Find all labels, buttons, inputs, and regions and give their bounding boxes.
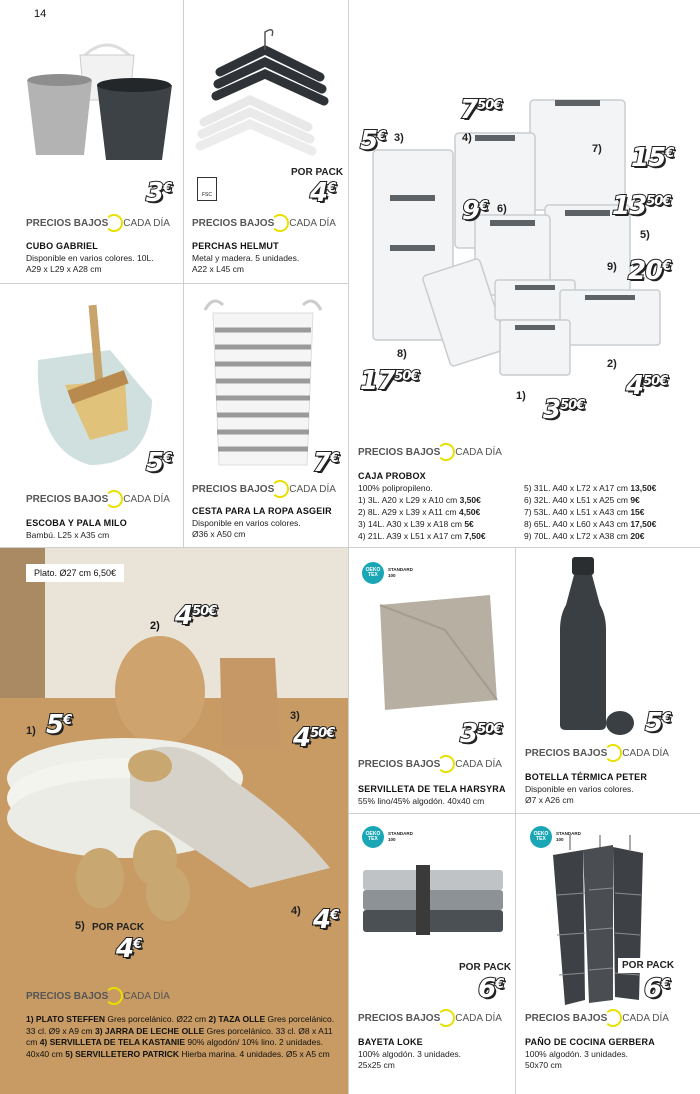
price-taza: $4^{50€}$: [175, 601, 217, 631]
tableware-photo: [0, 548, 348, 1094]
probox-spec: 5) 31L. A40 x L72 x A17 cm 13,50€: [524, 483, 657, 493]
price-probox-7: 15€: [631, 143, 674, 173]
probox-spec: 2) 8L. A29 x L39 x A11 cm 4,50€: [358, 507, 481, 517]
bottle-image: [550, 555, 650, 735]
label-probox-2: 2): [607, 358, 617, 370]
precios-bajos-badge: PRECIOS BAJOS CADA DÍA: [358, 443, 502, 461]
desc-pano-2: 50x70 cm: [525, 1060, 562, 1070]
precios-bajos-badge: PRECIOS BAJOS CADA DÍA: [525, 1009, 669, 1027]
napkin-image: [365, 590, 505, 720]
label-servilleta-kastanie: 4): [291, 905, 301, 917]
probox-spec: 8) 65L. A40 x L60 x A43 cm 17,50€: [524, 519, 657, 529]
price-botella: 5€: [645, 708, 671, 738]
title-bayeta: BAYETA LOKE: [358, 1037, 423, 1047]
desc-bayeta-1: 100% algodón. 3 unidades.: [358, 1049, 462, 1059]
label-probox-8: 8): [397, 348, 407, 360]
oeko-tex-logo: OEKO TEX STANDARD 100: [362, 826, 413, 848]
price-bayeta: 6€: [478, 974, 504, 1004]
price-cubo: 3€: [146, 178, 172, 208]
price-pano: 6€: [644, 974, 670, 1004]
desc-botella-1: Disponible en varios colores.: [525, 784, 634, 794]
bucket-image: [22, 30, 177, 165]
price-probox-1: $3^{50€}$: [543, 395, 585, 425]
title-pano: PAÑO DE COCINA GERBERA: [525, 1037, 655, 1047]
hangers-image: [190, 22, 340, 182]
price-probox-4: $7^{50€}$: [460, 95, 502, 125]
title-escoba: ESCOBA Y PALA MILO: [26, 518, 127, 528]
subtitle-probox: 100% polipropileno.: [358, 483, 433, 493]
label-probox-5: 5): [640, 229, 650, 241]
price-probox-6: 9€: [462, 196, 488, 226]
probox-spec: 6) 32L. A40 x L51 x A25 cm 9€: [524, 495, 640, 505]
precios-bajos-badge: PRECIOS BAJOS CADA DÍA: [26, 987, 170, 1005]
price-probox-3: 5€: [360, 126, 386, 156]
probox-spec: 7) 53L. A40 x L51 x A43 cm 15€: [524, 507, 645, 517]
price-servilleta-kastanie: 4€: [313, 905, 339, 935]
title-probox: CAJA PROBOX: [358, 471, 426, 481]
desc-servilleta-1: 55% lino/45% algodón. 40x40 cm: [358, 796, 485, 806]
desc-bayeta-2: 25x25 cm: [358, 1060, 395, 1070]
porpack-pano: POR PACK: [618, 958, 678, 973]
oeko-tex-logo: OEKO TEX STANDARD 100: [530, 826, 581, 848]
desc-perchas-1: Metal y madera. 5 unidades.: [192, 253, 300, 263]
desc-cubo-2: A29 x L29 x A28 cm: [26, 264, 102, 274]
precios-bajos-badge: PRECIOS BAJOS CADA DÍA: [358, 755, 502, 773]
kitchen-towels-image: [545, 835, 655, 1010]
oeko-tex-logo: OEKO TEX STANDARD 100: [362, 562, 413, 584]
label-jarra: 3): [290, 710, 300, 722]
probox-spec: 1) 3L. A20 x L29 x A10 cm 3,50€: [358, 495, 481, 505]
desc-cesta-1: Disponible en varios colores.: [192, 518, 301, 528]
porpack-bayeta: POR PACK: [459, 962, 512, 973]
chip-plato: Plato. Ø27 cm 6,50€: [26, 564, 124, 582]
precios-bajos-badge: PRECIOS BAJOS CADA DÍA: [26, 490, 170, 508]
price-probox-2: $4^{50€}$: [626, 371, 668, 401]
label-plato: 1): [26, 725, 36, 737]
porpack-perchas: POR PACK: [291, 167, 344, 178]
dishcloth-image: [358, 860, 508, 940]
label-taza: 2): [150, 620, 160, 632]
label-servilletero: 5): [75, 920, 85, 932]
title-servilleta: SERVILLETA DE TELA HARSYRA: [358, 784, 506, 794]
page-number: 14: [34, 8, 47, 20]
desc-perchas-2: A22 x L45 cm: [192, 264, 244, 274]
desc-cubo-1: Disponible en varios colores. 10L.: [26, 253, 154, 263]
tableware-description: 1) PLATO STEFFEN Gres porcelánico. Ø22 cm 2) TAZA OLLE Gres porcelánico. 33 cl. Ø9 x A9 cm 3) JARRA DE LECHE OLLE Gres porcelánico. 33 cl. Ø8 x A11 cm 4) SERVILLETA DE TELA KASTANIE 90% algodón/ 10% lino. 2 unidades. 40x40 cm 5) SERVILLETERO PATRICK Hierba marina. 4 unidades. Ø5 x A5 cm: [26, 1014, 335, 1059]
price-probox-8: $17^{50€}$: [360, 366, 419, 396]
price-plato: 5€: [46, 710, 72, 740]
desc-cesta-2: Ø36 x A50 cm: [192, 529, 246, 539]
dustpan-image: [30, 300, 160, 470]
precios-bajos-badge: PRECIOS BAJOS CADA DÍA: [192, 480, 336, 498]
price-cesta: 7€: [313, 448, 339, 478]
desc-pano-1: 100% algodón. 3 unidades.: [525, 1049, 629, 1059]
label-probox-7: 7): [592, 143, 602, 155]
price-perchas: 4€: [310, 178, 336, 208]
desc-botella-2: Ø7 x A26 cm: [525, 795, 574, 805]
title-cubo: CUBO GABRIEL: [26, 241, 98, 251]
title-botella: BOTELLA TÉRMICA PETER: [525, 772, 648, 782]
fsc-logo: FSC: [197, 177, 217, 201]
desc-escoba-1: Bambú. L25 x A35 cm: [26, 530, 110, 540]
precios-bajos-badge: PRECIOS BAJOS CADA DÍA: [26, 214, 170, 232]
precios-bajos-badge: PRECIOS BAJOS CADA DÍA: [358, 1009, 502, 1027]
probox-spec: 9) 70L. A40 x L72 x A38 cm 20€: [524, 531, 645, 541]
probox-spec: 3) 14L. A30 x L39 x A18 cm 5€: [358, 519, 474, 529]
price-probox-9: 20€: [628, 256, 671, 286]
price-servilletero: 4€: [116, 934, 142, 964]
title-perchas: PERCHAS HELMUT: [192, 241, 279, 251]
label-probox-6: 6): [497, 203, 507, 215]
precios-bajos-badge: PRECIOS BAJOS CADA DÍA: [192, 214, 336, 232]
label-probox-1: 1): [516, 390, 526, 402]
price-probox-5: $13^{50€}$: [612, 191, 671, 221]
price-jarra: $4^{50€}$: [293, 723, 335, 753]
price-escoba: 5€: [146, 448, 172, 478]
label-probox-3: 3): [394, 132, 404, 144]
storage-boxes-image: [365, 95, 675, 395]
title-cesta: CESTA PARA LA ROPA ASGEIR: [192, 506, 332, 516]
precios-bajos-badge: PRECIOS BAJOS CADA DÍA: [525, 744, 669, 762]
probox-spec: 4) 21L. A39 x L51 x A17 cm 7,50€: [358, 531, 486, 541]
product-tableware: [0, 548, 348, 1094]
porpack-servilletero: POR PACK: [92, 922, 145, 933]
price-servilleta: $3^{50€}$: [460, 719, 502, 749]
label-probox-4: 4): [462, 132, 472, 144]
label-probox-9: 9): [607, 261, 617, 273]
laundry-basket-image: [203, 295, 323, 470]
